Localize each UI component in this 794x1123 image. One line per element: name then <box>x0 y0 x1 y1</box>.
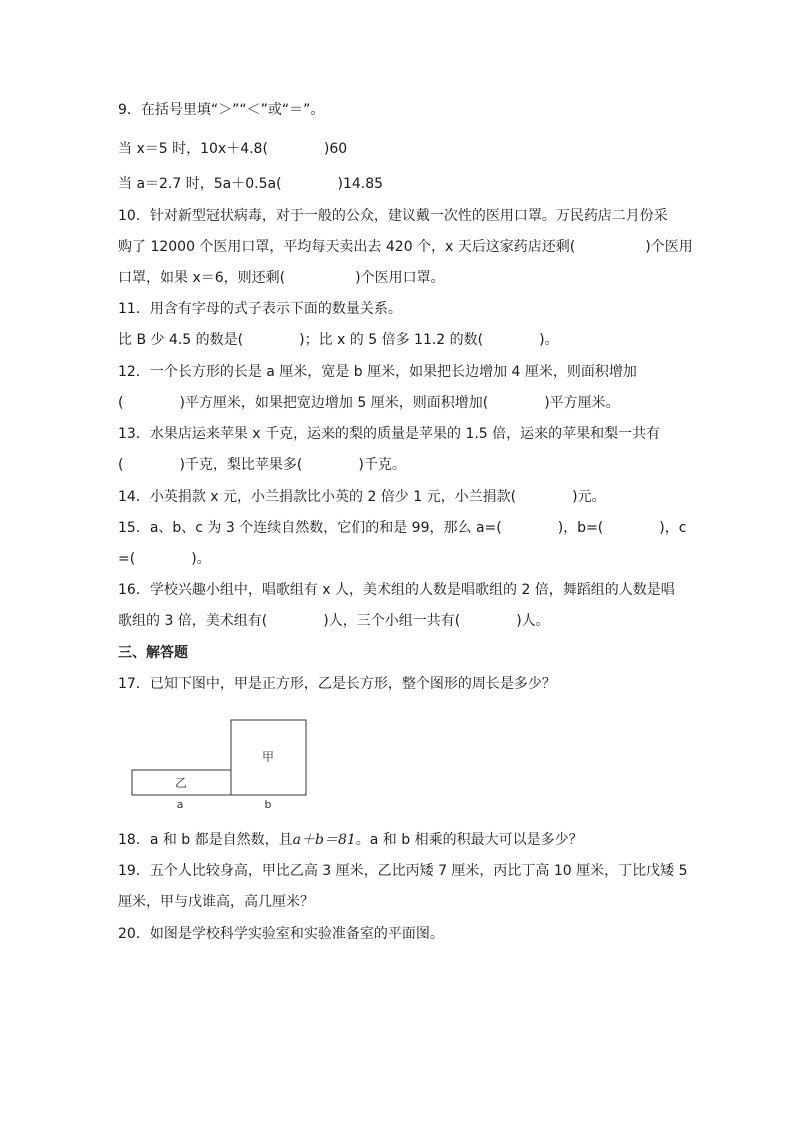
q11-line-1: 11．用含有字母的式子表示下面的数量关系。 <box>118 301 402 317</box>
label-b: b <box>264 798 272 811</box>
rect-yi-label: 乙 <box>174 776 188 790</box>
q19-line-2: 厘米，甲与戊谁高，高几厘米？ <box>118 894 314 910</box>
q10-line-1: 10．针对新型冠状病毒，对于一般的公众，建议戴一次性的医用口罩。万民药店二月份采 <box>118 208 668 224</box>
q11-line-2: 比 B 少 4.5 的数是( )；比 x 的 5 倍多 11.2 的数( )。 <box>118 332 559 348</box>
q18 <box>118 830 583 850</box>
q12-line-1: 12．一个长方形的长是 a 厘米，宽是 b 厘米，如果把长边增加 4 厘米，则面积增加 <box>118 364 637 380</box>
q15-line-1: 15．a、b、c 为 3 个连续自然数，它们的和是 99，那么 a=( )，b=( )，c <box>118 520 687 536</box>
q14: 14．小英捐款 x 元，小兰捐款比小英的 2 倍少 1 元，小兰捐款( )元。 <box>118 489 606 505</box>
square-jia-label: 甲 <box>261 750 275 764</box>
q18-equation: a＋b＝81 <box>292 832 356 848</box>
q10-line-3: 口罩，如果 x＝6，则还剩( )个医用口罩。 <box>118 270 445 286</box>
q9-item-b: 当 a＝2.7 时，5a＋0.5a( )14.85 <box>118 176 384 192</box>
q18-text-post: 。a 和 b 相乘的积最大可以是多少？ <box>355 832 583 848</box>
q16-line-1: 16．学校兴趣小组中，唱歌组有 x 人，美术组的人数是唱歌组的 2 倍，舞蹈组的人数是唱 <box>118 582 675 598</box>
label-a: a <box>176 798 184 811</box>
section-heading-3: 三、解答题 <box>118 645 188 661</box>
q12-line-2: ( )平方厘米，如果把宽边增加 5 厘米，则面积增加( )平方厘米。 <box>118 395 620 411</box>
q10-line-2: 购了 12000 个医用口罩，平均每天卖出去 420 个，x 天后这家药店还剩( )个医用 <box>118 239 693 255</box>
q18-text-pre: 18．a 和 b 都是自然数，且 <box>118 832 293 848</box>
square-jia-shape <box>231 720 306 795</box>
q15-line-2: =( )。 <box>118 551 211 567</box>
q13-line-1: 13．水果店运来苹果 x 千克，运来的梨的质量是苹果的 1.5 倍，运来的苹果和梨一共有 <box>118 426 661 442</box>
q9-title: 9．在括号里填“＞”“＜”或“＝”。 <box>118 102 325 118</box>
q19-line-1: 19．五个人比较身高，甲比乙高 3 厘米，乙比丙矮 7 厘米，丙比丁高 10 厘米，丁比戊矮 5 <box>118 863 688 879</box>
q20: 20．如图是学校科学实验室和实验准备室的平面图。 <box>118 926 444 942</box>
q17: 17．已知下图中，甲是正方形，乙是长方形，整个图形的周长是多少？ <box>118 676 556 692</box>
q9-item-a: 当 x＝5 时，10x＋4.8( )60 <box>118 141 348 157</box>
rect-yi-shape <box>132 770 231 795</box>
q13-line-2: ( )千克，梨比苹果多( )千克。 <box>118 457 406 473</box>
q16-line-2: 歌组的 3 倍，美术组有( )人，三个小组一共有( )人。 <box>118 613 550 629</box>
